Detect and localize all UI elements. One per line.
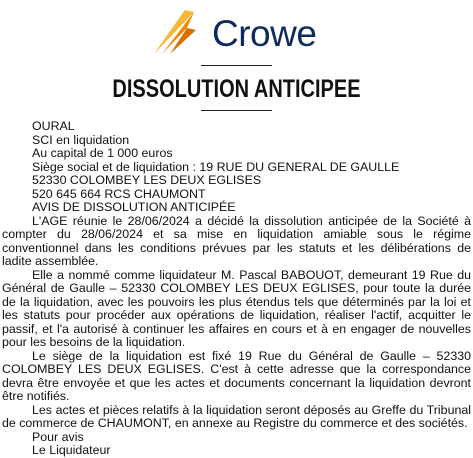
- notice-heading: AVIS DE DISSOLUTION ANTICIPÉE: [32, 200, 236, 214]
- company-rcs: 520 645 664 RCS CHAUMONT: [32, 186, 206, 201]
- paragraph-filing: Les actes et pièces relatifs à la liquidation seront déposés au Greffe du Tribunal de commerce de CHAUMONT, en annexe au Registre du commerce et des sociétés.: [2, 402, 471, 430]
- title-rule-bottom: [201, 110, 272, 111]
- paragraph-seat: Le siège de la liquidation est fixé 19 Rue du Général de Gaulle – 52330 COLOMBEY LES DEUX EGLISES. C'est à cette adresse que la correspondance devra être envoyée et que les actes et documents concernant la liquidation devront être notifiés.: [2, 348, 471, 403]
- header: [0, 0, 473, 64]
- company-name: OURAL: [32, 119, 75, 133]
- company-seat: Siège social et de liquidation : 19 RUE DU GENERAL DE GAULLE: [32, 159, 400, 174]
- crowe-logo: [148, 8, 328, 58]
- company-status: SCI en liquidation: [32, 132, 130, 147]
- paragraph-liquidator: Elle a nommé comme liquidateur M. Pascal BABOUOT, demeurant 19 Rue du Général de Gaulle – 52330 COLOMBEY LES DEUX EGLISES, pour toute la durée de la liquidation, avec les pouvoirs les plus étendus tels que déterminés par la loi et les statuts pour procéder aux opérations de liquidation, réaliser l'actif, acquitter le passif, et l'a autorisé à continuer les affaires en cours et à en engager de nouvelles pour les besoins de la liquidation.: [2, 267, 471, 349]
- paragraph-age-decision: L'AGE réunie le 28/06/2024 a décidé la dissolution anticipée de la Société à compter du 28/06/2024 et sa mise en liquidation amiable sous le régime conventionnel dans les conditions prévues par les statuts et les délibérations de ladite assemblée.: [2, 213, 471, 268]
- company-city: 52330 COLOMBEY LES DEUX EGLISES: [32, 173, 262, 187]
- title-rule-top: [201, 65, 272, 66]
- closing-signatory: Le Liquidateur: [32, 443, 111, 457]
- company-capital: Au capital de 1 000 euros: [32, 146, 173, 160]
- crowe-logo-mark-icon: [148, 8, 208, 58]
- notice-body: [2, 120, 471, 458]
- page-title: DISSOLUTION ANTICIPEE: [112, 75, 361, 103]
- crowe-wordmark: Crowe: [212, 13, 317, 54]
- closing-pour-avis: Pour avis: [32, 429, 84, 444]
